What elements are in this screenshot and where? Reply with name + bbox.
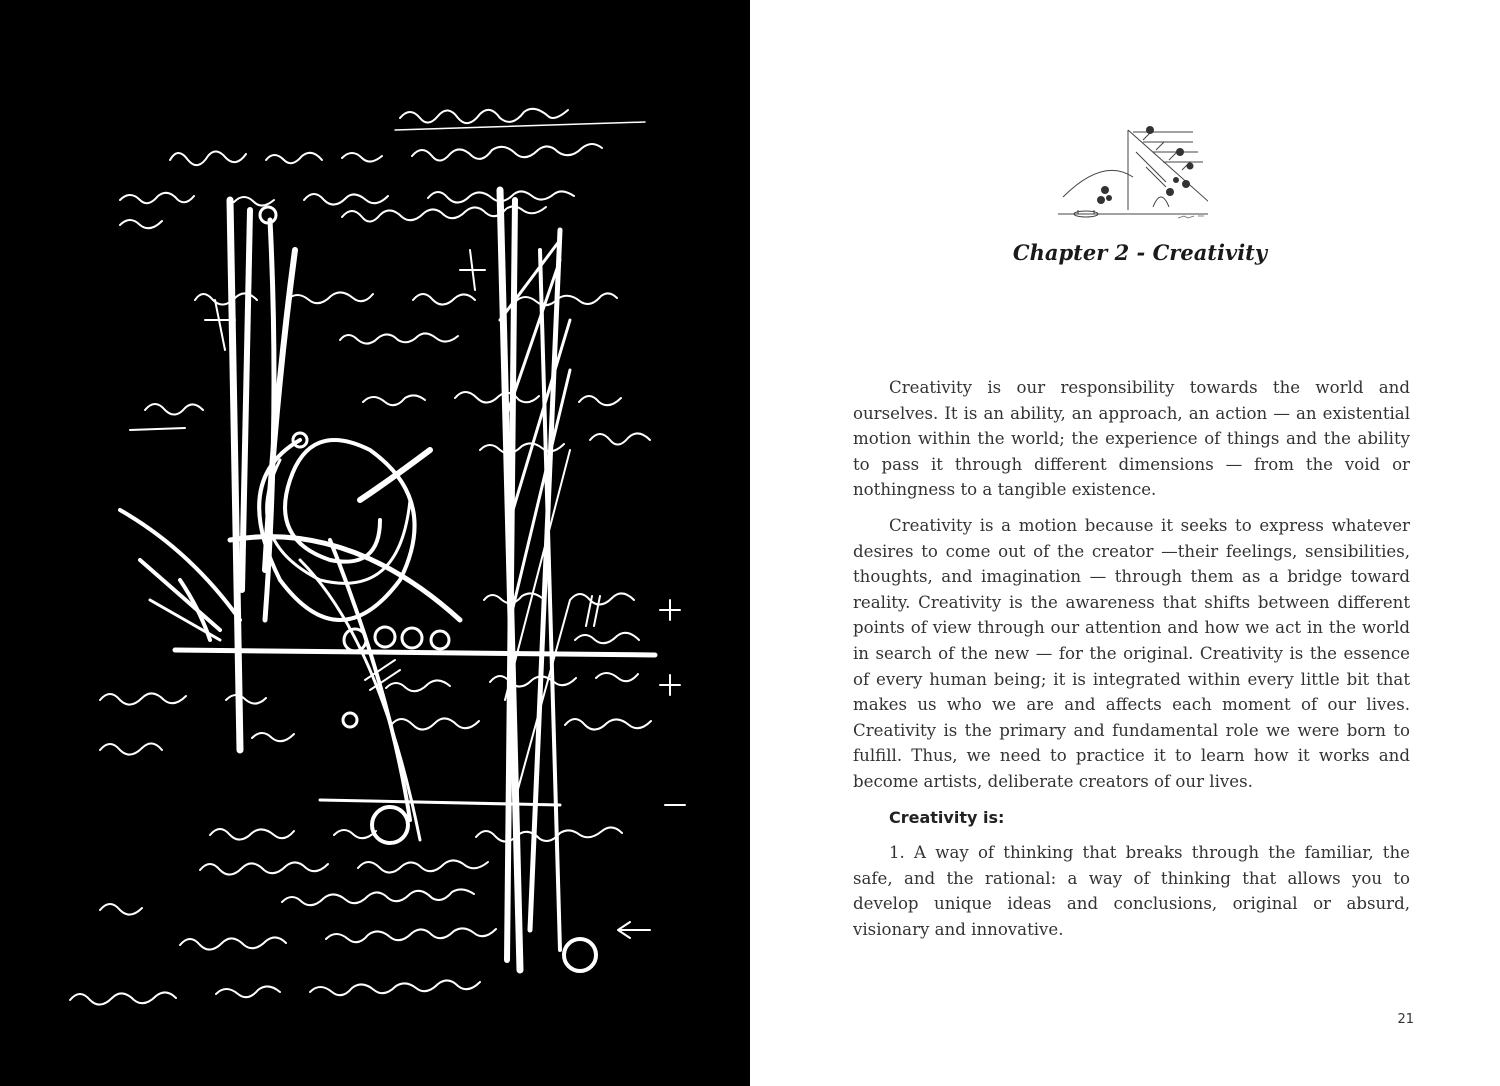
chapter-title: Chapter 2 - Creativity [1012, 240, 1268, 265]
paragraph: Creativity is a motion because it seeks to express whatever desires to come out of the creator —their feelings, sensibilities, thoughts, and imagination — through them as a bridge toward reality. Creativity is the awareness that shifts between different points of view through our attention and how we act in the world in search of the new — for the original. Creativity is the essence of every human being; it is integrated within every little bit that makes us who we are and affects each moment of our lives. Creativity is the primary and fundamental role we were born to fulfill. Thus, we need to practice it to learn how it works and become artists, deliberate creators of our lives. [853, 515, 1410, 791]
paragraph: Creativity is our responsibility towards the world and ourselves. It is an ability, an approach, an action — an existential motion within the world; the experience of things and the ability to pass it through different dimensions — from the void or nothingness to a tangible existence. [853, 378, 1410, 500]
text-page [750, 0, 1500, 1086]
list-heading: Creativity is: [889, 807, 1005, 827]
list-item: 1. A way of thinking that breaks through the familiar, the safe, and the rational: a way of thinking that allows you to develop unique ideas and conclusions, original or absurd, visionary and innovative. [853, 843, 1410, 939]
page-number: 21 [1397, 1012, 1414, 1027]
body-text [853, 375, 1410, 952]
stairs-sketch-illustration [1058, 122, 1208, 222]
